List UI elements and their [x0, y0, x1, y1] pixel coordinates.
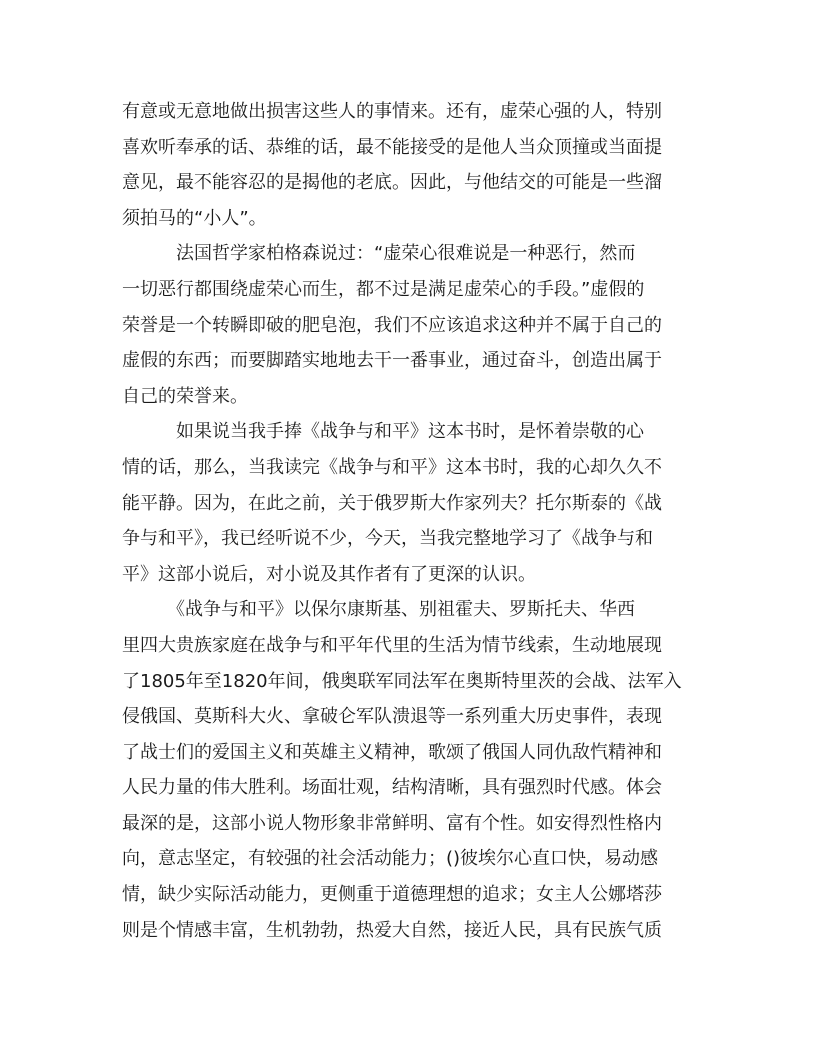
text-line: 能平静。因为，在此之前，关于俄罗斯大作家列夫？托尔斯泰的《战: [122, 492, 662, 514]
text-line: 了战士们的爱国主义和英雄主义精神，歌颂了俄国人同仇敌忾精神和: [122, 741, 662, 763]
text-line: 荣誉是一个转瞬即破的肥皂泡，我们不应该追求这种并不属于自己的: [122, 314, 662, 336]
text-line: 有意或无意地做出损害这些人的事情来。还有，虚荣心强的人，特别: [122, 101, 662, 122]
text-line: 情，缺少实际活动能力，更侧重于道德理想的追求；女主人公娜塔莎: [122, 884, 662, 906]
text-line: 一切恶行都围绕虚荣心而生，都不过是满足虚荣心的手段。”虚假的: [122, 278, 645, 300]
body-text: [122, 94, 702, 948]
text-line: 须拍马的“小人”。: [122, 207, 267, 229]
text-line: 则是个情感丰富，生机勃勃，热爱大自然，接近人民，具有民族气质: [122, 919, 662, 941]
paragraph-start-line: 如果说当我手捧《战争与和平》这本书时，是怀着崇敬的心: [122, 421, 644, 443]
text-line: 情的话，那么，当我读完《战争与和平》这本书时，我的心却久久不: [122, 456, 662, 478]
text-line: 虚假的东西；而要脚踏实地地去干一番事业，通过奋斗，创造出属于: [122, 350, 662, 372]
text-line: 争与和平》，我已经听说不少，今天，当我完整地学习了《战争与和: [122, 528, 653, 550]
text-line: 喜欢听奉承的话、恭维的话，最不能接受的是他人当众顶撞或当面提: [122, 136, 662, 158]
text-line: 平》这部小说后，对小说及其作者有了更深的认识。: [122, 563, 536, 585]
text-line: 了1805年至1820年间，俄奥联军同法军在奥斯特里茨的会战、法军入: [122, 670, 682, 692]
text-line: 最深的是，这部小说人物形象非常鲜明、富有个性。如安得烈性格内: [122, 812, 662, 834]
text-line: 侵俄国、莫斯科大火、拿破仑军队溃退等一系列重大历史事件，表现: [122, 706, 662, 728]
text-line: 人民力量的伟大胜利。场面壮观，结构清晰，具有强烈时代感。体会: [122, 777, 662, 799]
text-line: 意见，最不能容忍的是揭他的老底。因此，与他结交的可能是一些溜: [122, 172, 662, 194]
text-line: 向，意志坚定，有较强的社会活动能力；()彼埃尔心直口快，易动感: [122, 848, 659, 870]
text-line: 自己的荣誉来。: [122, 385, 248, 407]
paragraph-start-line: 法国哲学家柏格森说过：“虚荣心很难说是一种恶行，然而: [122, 243, 636, 265]
paragraph-start-line: 《战争与和平》以保尔康斯基、别祖霍夫、罗斯托夫、华西: [122, 599, 635, 621]
text-line: 里四大贵族家庭在战争与和平年代里的生活为情节线索，生动地展现: [122, 634, 662, 656]
